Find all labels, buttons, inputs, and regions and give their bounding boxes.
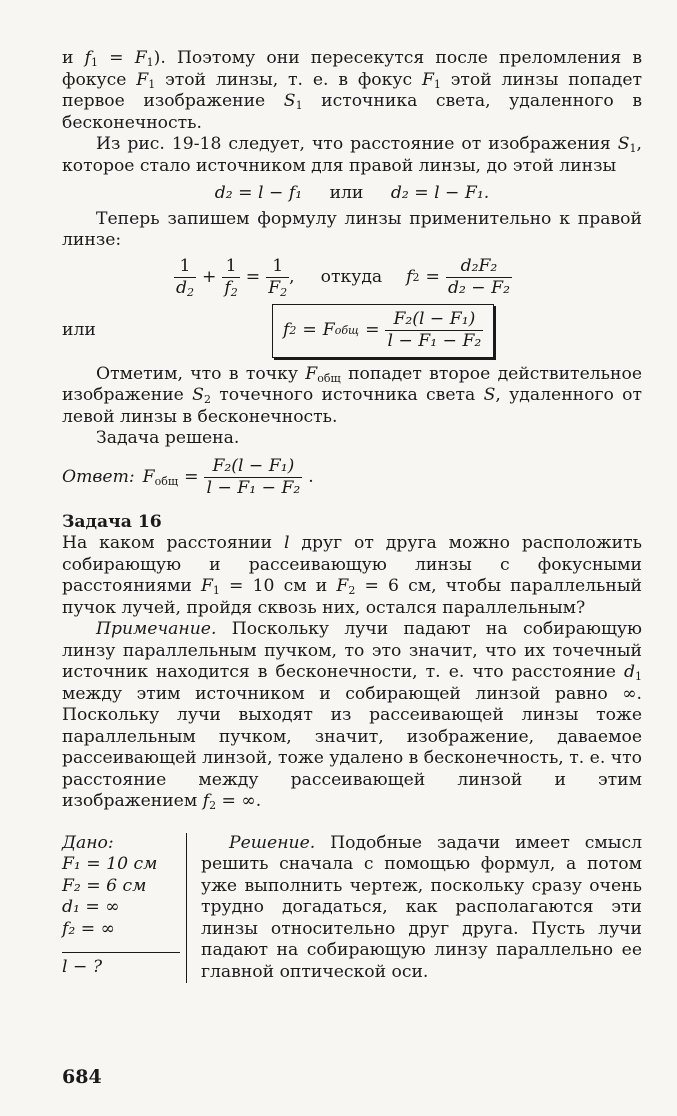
given-column xyxy=(62,833,187,984)
page-content xyxy=(62,48,642,983)
frac-f2-result: $\frac{\text{d₂F₂}}{\text{d₂ − F₂}}$ xyxy=(447,255,510,298)
given-label: Дано: xyxy=(62,832,114,853)
note-paragraph: Примечание. Поскольку лучи падают на собирающую линзу параллельным пучком, то это значит, что их точечный источник находится в бесконечности, т. е. что расстояние $d_1$ между этим источником и собирающей линзой равно ∞. Поскольку лучи выходят из рассеивающей линзы тоже параллельным пучком, значит, изображение, даваемое рассеивающей линзой, тоже удалено в бесконечность, т. е. что расстояние между рассеивающей линзой и этим изображением $f_2$ = ∞. xyxy=(62,619,642,812)
solved-line: Задача решена. xyxy=(96,428,240,448)
boxed-formula-row: или f 2 = F общ = $\frac{\text{F₂(l − F₁)}}{\text{l − F₁ − F₂}}$ xyxy=(62,304,642,358)
lens-formula: $\frac{1}{d_2}$ + $\frac{1}{f_2}$ = $\frac{1}{F_2}$ , откуда f 2 = $\frac{\text{d₂F₂}}{\text{d₂ − F₂}}$ xyxy=(176,255,510,299)
given-item: F₁ = 10 см xyxy=(62,854,158,874)
paragraph-1: и $f_1 = F_1$). Поэтому они пересекутся после преломления в фокусе $F_1$ этой линзы, т. е. в фокус $F_1$ этой линзы попадет первое изображение $S_1$ источника света, удаленного в бесконечность. xyxy=(62,48,642,133)
boxed-formula: f 2 = F общ = $\frac{\text{F₂(l − F₁)}}{\text{l − F₁ − F₂}}$ xyxy=(272,304,494,358)
solution-text: Решение. Подобные задачи имеет смысл решить сначала с помощью формул, а потом уже выполнить чертеж, поскольку сразу очень трудно догадаться, как располагаются эти линзы относительно друг друга. Пусть лучи падают на собирающую линзу параллельно ее главной оптической оси. xyxy=(201,832,642,982)
frac-1-d2: $\frac{1}{d_2}$ xyxy=(176,255,195,299)
given-item: F₂ = 6 см xyxy=(62,875,147,896)
given-item: f₂ = ∞ xyxy=(62,918,115,939)
paragraph-3: Теперь запишем формулу линзы применительно к правой линзе: xyxy=(62,208,642,250)
frac-1-F2: $\frac{1}{F_2}$ xyxy=(268,255,288,299)
given-solution-block xyxy=(62,833,642,984)
task-heading: Задача 16 xyxy=(62,511,162,532)
given-item: d₁ = ∞ xyxy=(62,897,120,917)
task-text: На каком расстоянии l друг от друга можно расположить собирающую и рассеивающую линзы с фокусными расстояниями $F_1 = 10$ см и $F_2 = 6$ см, чтобы параллельный пучок лучей, пройдя сквозь них, остался параллельным? xyxy=(62,533,642,618)
page-number: 684 xyxy=(62,1066,102,1088)
frac-1-f2: $\frac{1}{f_2}$ xyxy=(224,255,238,299)
formula-d2: d₂ = l − f₁ или d₂ = l − F₁. xyxy=(214,183,490,203)
find-item: l − ? xyxy=(62,952,180,979)
answer-formula: Ответ: $F_{общ}$ = $\frac{\text{F₂(l − F₁)}}{\text{l − F₁ − F₂}}$ . xyxy=(62,455,314,498)
paragraph-2: Из рис. 19-18 следует, что расстояние от изображения $S_1$, которое стало источником для правой линзы, до этой линзы xyxy=(62,134,642,176)
paragraph-4: Отметим, что в точку $F_{общ}$ попадет второе действительное изображение $S_2$ точечного источника света S, удаленного от левой линзы в бесконечность. xyxy=(62,363,643,427)
